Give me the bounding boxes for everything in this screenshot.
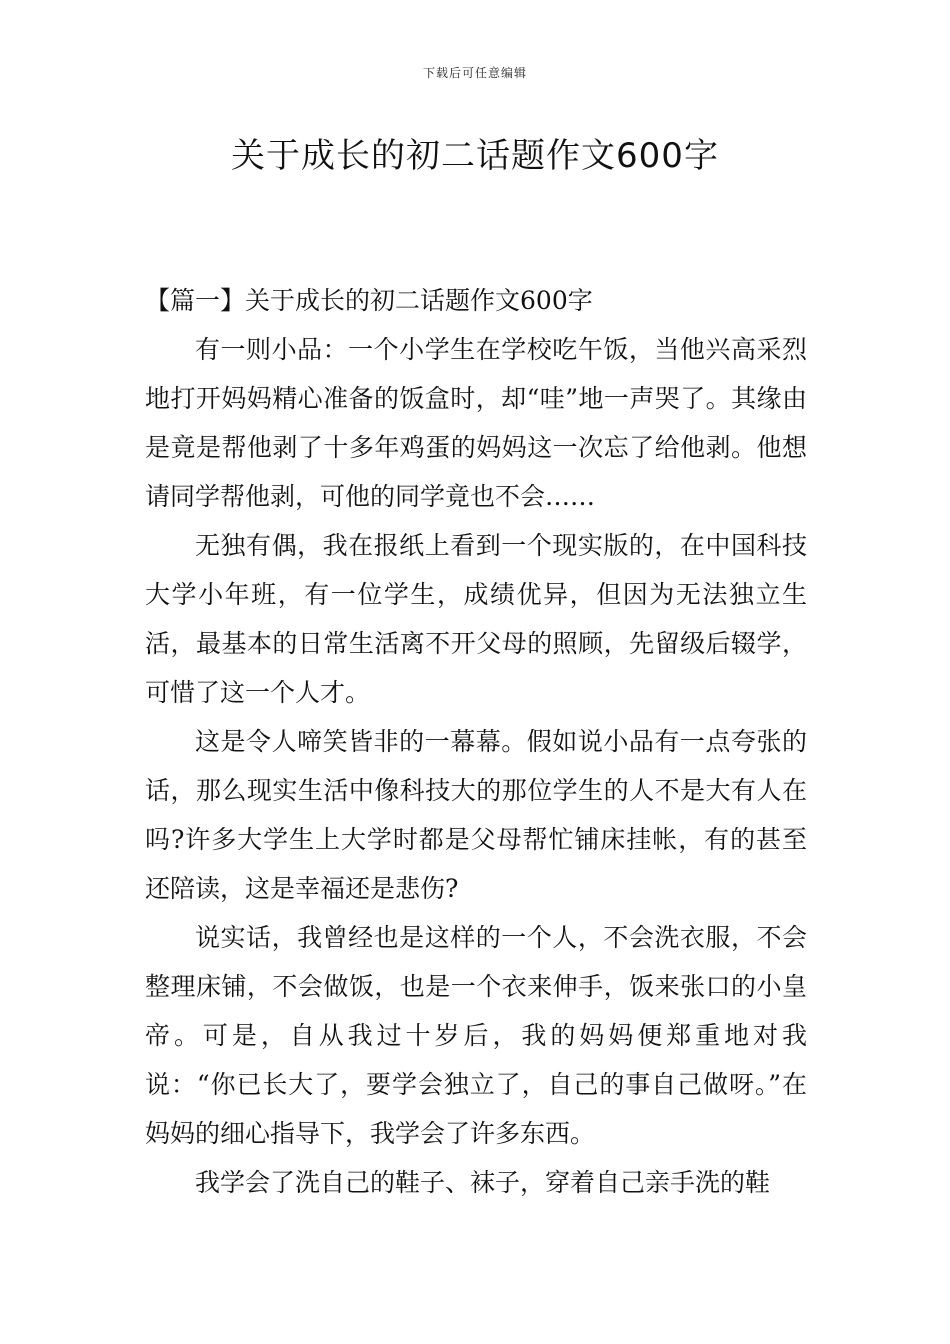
section-heading: 【篇一】关于成长的初二话题作文600字: [145, 286, 593, 315]
paragraph-1: 有一则小品：一个小学生在学校吃午饭，当他兴高采烈地打开妈妈精心准备的饭盒时，却“哇”地一声哭了。其缘由是竟是帮他剥了十多年鸡蛋的妈妈这一次忘了给他剥。他想请同学帮他剥，可他的同学竟也不会……: [145, 335, 807, 511]
paragraph-2: 无独有偶，我在报纸上看到一个现实版的，在中国科技大学小年班，有一位学生，成绩优异，但因为无法独立生活，最基本的日常生活离不开父母的照顾，先留级后辍学，可惜了这一个人才。: [145, 531, 807, 707]
paragraph-3: 这是令人啼笑皆非的一幕幕。假如说小品有一点夸张的话，那么现实生活中像科技大的那位学生的人不是大有人在吗?许多大学生上大学时都是父母帮忙铺床挂帐，有的甚至还陪读，这是幸福还是悲伤?: [145, 727, 807, 903]
document-title: 关于成长的初二话题作文600字: [231, 136, 719, 176]
document-body: [145, 276, 807, 1207]
header-note: 下载后可任意编辑: [422, 66, 527, 80]
paragraph-4: 说实话，我曾经也是这样的一个人，不会洗衣服，不会整理床铺，不会做饭，也是一个衣来伸手，饭来张口的小皇帝。可是，自从我过十岁后，我的妈妈便郑重地对我说：“你已长大了，要学会独立了，自己的事自己做呀。”在妈妈的细心指导下，我学会了许多东西。: [145, 923, 807, 1148]
paragraph-5: 我学会了洗自己的鞋子、袜子，穿着自己亲手洗的鞋: [195, 1168, 771, 1197]
